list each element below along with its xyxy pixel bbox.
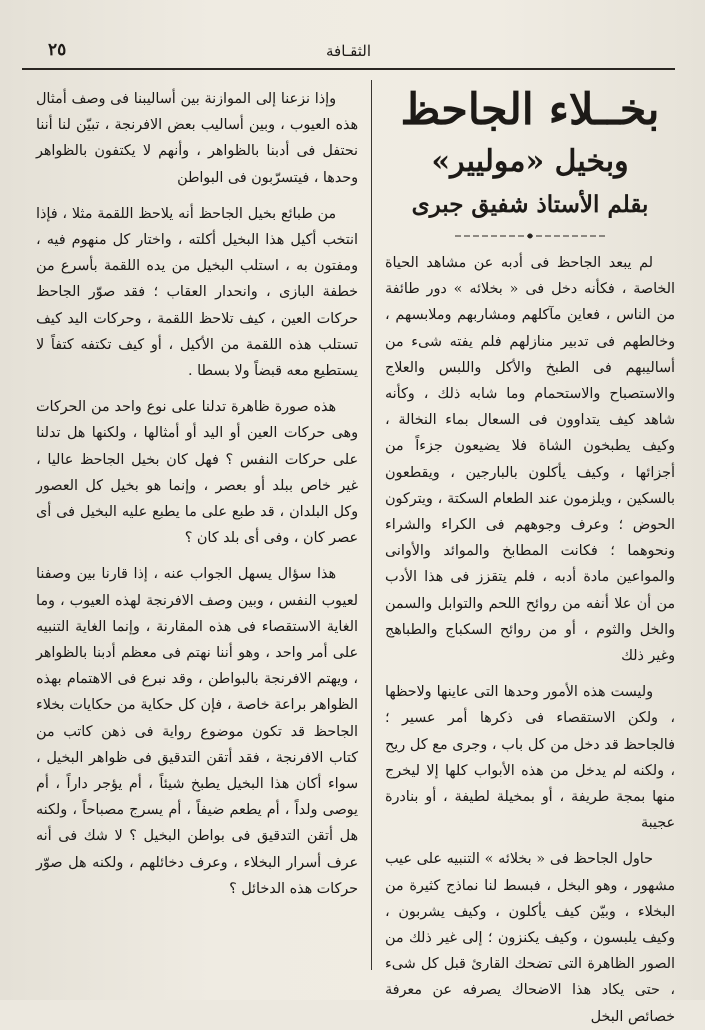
ornament-divider bbox=[455, 231, 605, 241]
column-divider bbox=[371, 80, 372, 970]
article-heading bbox=[385, 82, 675, 222]
paragraph: من طبائع بخيل الجاحظ أنه يلاحظ اللقمة مثلا ، فإذا انتخب أكيل هذا البخيل أكلته ، واختار كل منهوم فيه ، ومفتون به ، استلب البخيل من يده اللقمة بأسرع من خطفة البازى ، وانحدار العقاب ؛ فقد صوّر الجاحظ حركات العين ، كيف تلاحظ اللقمة ، وحركات اليد كيف تستلب هذه اللقمة من الأكيل ، أو كيف تكتفه كتفاً لا يستطيع معه قبضاً ولا بسطا . bbox=[36, 205, 358, 380]
paragraph: هذه صورة ظاهرة تدلنا على نوع واحد من الحركات وهى حركات العين أو اليد أو أمثالها ، ولكنها هل تدلنا على حركات النفس ؟ فهل كان بخيل الجاحظ عاليا ، غير خاص ببلد أو بعصر ، وإنما هو بخيل كل العصور وكل البلدان ، قد طبع على ما يطبع عليه البخيل فى أى عصر كان ، وفى أى بلد كان ؟ bbox=[36, 399, 358, 547]
paragraph: حاول الجاحظ فى « بخلائه » التنبيه على عيب مشهور ، وهو البخل ، فبسط لنا نماذج كثيرة من البخلاء ، وبيّن كيف يأكلون ، وكيف يشربون ، وكيف يلبسون ، وكيف يكنزون ؛ إلى غير ذلك من الصور الظاهرة التى تضحك القارئ قبل كل شىء ، حتى يكاد هذا الاضحاك يصرفه عن معرفة خصائص البخل bbox=[385, 851, 675, 1025]
left-column-text bbox=[36, 86, 358, 902]
paragraph: وإذا نزعنا إلى الموازنة بين أساليبنا فى وصف أمثال هذه العيوب ، وبين أساليب بعض الافرنجة ، تبيّن لنا أننا نحتفل فى أدبنا بالظواهر ، وأنهم لا يكتفون بالظواهر وحدها ، فيتسرّبون فى البواطن bbox=[36, 91, 358, 186]
page-number: ٢٥ bbox=[48, 40, 67, 60]
paragraph: هذا سؤال يسهل الجواب عنه ، إذا قارنا بين وصفنا لعيوب النفس ، وبين وصف الافرنجة لهذه العيوب ، وما الغاية الاستقصاء فى هذه المقارنة ، وإنما الغاية التنبيه على أمر واحد ، وهو أننا نهتم فى معظم أدبنا بالظواهر ، ويهتم الافرنجة بالبواطن ، وقد نبرع فى الاهتمام بهذه الظواهر براعة خاصة ، فإن كل حكاية من حكايات بخلاء الجاحظ قد تكون موضوع رواية فى ذهن كاتب من كتاب الافرنجة ، فقد أتقن التدقيق فى ظواهر البخيل ، سواء أكان هذا البخيل يطبخ شيئاً ، أم يؤجر داراً ، أم يوصى ولداً ، أم يطعم ضيفاً ، أم يسرج مصباحاً ، ولكنه هل أتقن التدقيق فى بواطن البخيل ؟ لا شك فى أنه عرف أسرار البخلاء ، وعرف دخائلهم ، ولكنه هل صوّر حركات هذه الدخائل ؟ bbox=[36, 566, 358, 897]
paragraph: لم يبعد الجاحظ فى أدبه عن مشاهد الحياة الخاصة ، فكأنه دخل فى « بخلائه » دور طائفة من الناس ، فعاين مآكلهم ومشاربهم وملابسهم ، وخالطهم فى تدبير منازلهم فلم يفته شىء من أساليبهم فى الطبخ والأكل واللبس والعلاج والاستصباح والاستحمام وما شابه ذلك ، وكأنه شاهد كيف يتداوون فى السعال بماء النخالة ، وكيف يطبخون الشاة فلا يضيعون جزءاً من أجزائها ، وكيف يأكلون بالبارجين ، ويقطعون بالسكين ، ويلزمون عند الطعام السكتة ، ويتركون الحوض ؛ وعرف وجوههم فى الكراء والشراء ونحوهما ؛ فكانت المطابخ والموائد والأوانى والمواعين مادة أدبه ، فلم يتقزز فى هذا الأدب من أن علا أنفه من روائح اللحم والتوابل والسمن والخل والثوم ، أو من روائح السكباج والطباهج وغير ذلك bbox=[385, 255, 675, 665]
page-header bbox=[22, 36, 675, 70]
running-title: الثقـافة bbox=[325, 42, 372, 60]
right-column-text bbox=[385, 250, 675, 1030]
article-byline: بقلم الأستاذ شفيق جبرى bbox=[411, 191, 649, 218]
paragraph: وليست هذه الأمور وحدها التى عاينها ولاحظها ، ولكن الاستقصاء فى ذكرها أمر عسير ؛ فالجاحظ قد دخل من كل باب ، وجرى مع كل ريح ، ولكنه لم يدخل من هذه الأبواب كلها إلا ليخرج منها بمجة طريفة ، أو بمخيلة لطيفة ، أو بنادرة عجيبة bbox=[385, 684, 675, 832]
article-subtitle: وبخيل «موليير» bbox=[431, 144, 629, 179]
article-title: بخــلاء الجاحظ bbox=[400, 85, 660, 135]
